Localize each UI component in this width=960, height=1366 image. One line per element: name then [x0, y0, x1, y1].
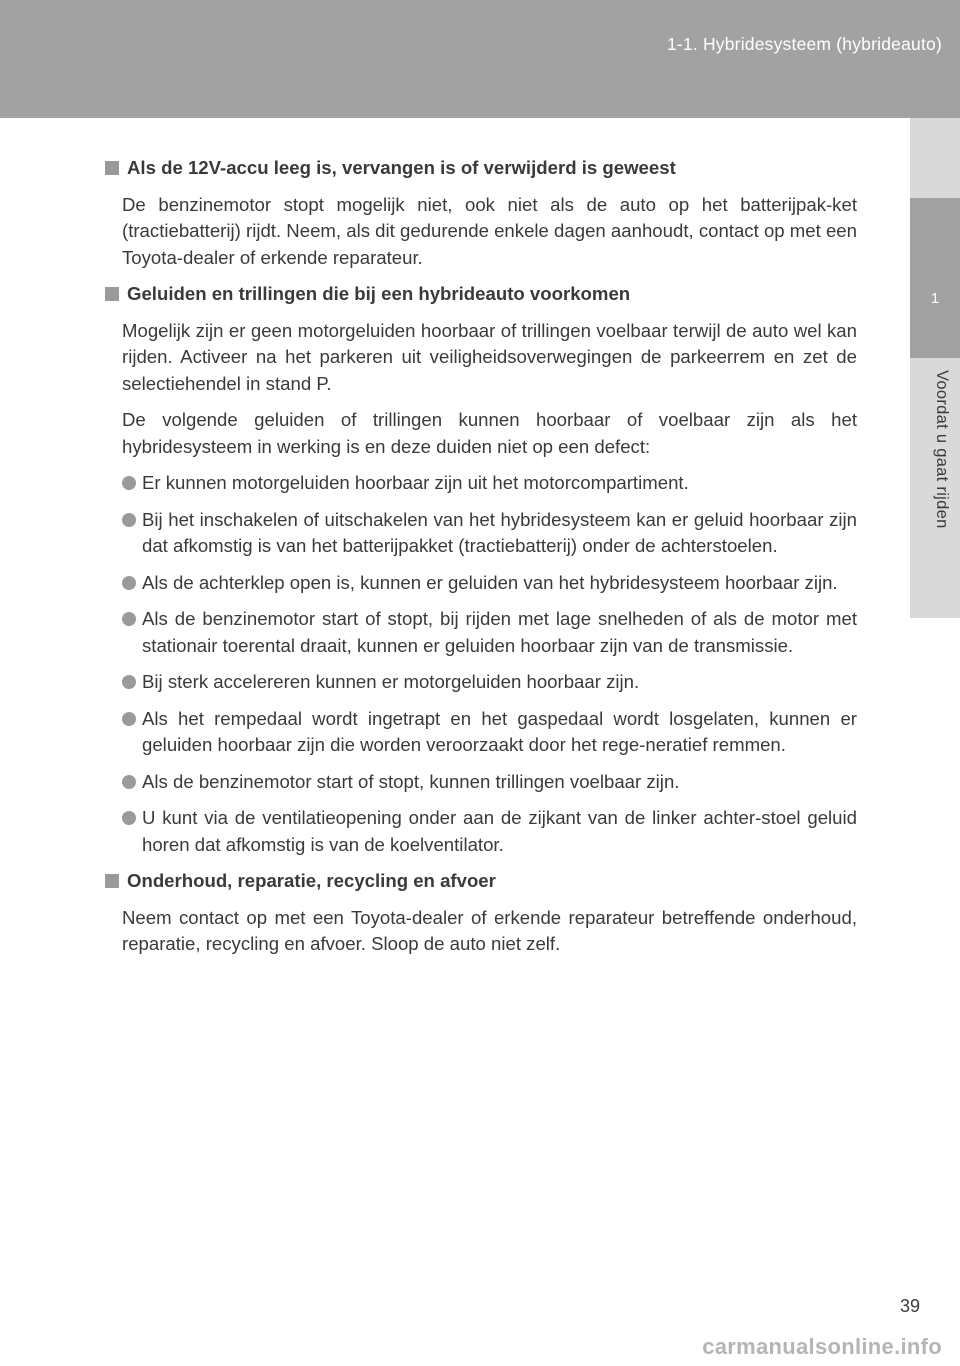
list-item-text: Bij het inschakelen of uitschakelen van het hybridesysteem kan er geluid hoorbaar zijn dat afkomstig is van het batterijpakket (tractiebatterij) onder de achterstoelen.	[142, 508, 857, 556]
list-item	[122, 570, 857, 597]
list-item	[122, 470, 857, 497]
section-title: 1-1. Hybridesysteem (hybrideauto)	[666, 34, 942, 54]
paragraph: De benzinemotor stopt mogelijk niet, ook niet als de auto op het batterijpak-ket (tractiebatterij) rijdt. Neem, als dit gedurende enkele dagen aanhoudt, contact op met een Toyota-dealer of erkende reparateur.	[122, 193, 857, 268]
paragraph: Neem contact op met een Toyota-dealer of erkende reparateur betreffende onderhoud, reparatie, recycling en afvoer. Sloop de auto niet zelf.	[122, 906, 857, 954]
list-item-text: Als de achterklep open is, kunnen er geluiden van het hybridesysteem hoorbaar zijn.	[142, 571, 838, 593]
circle-bullet-icon	[122, 775, 136, 789]
page-number: 39	[899, 1296, 920, 1316]
circle-bullet-icon	[122, 675, 136, 689]
heading-text: Onderhoud, reparatie, recycling en afvoer	[127, 870, 496, 891]
circle-bullet-icon	[122, 612, 136, 626]
section-heading	[105, 281, 857, 308]
circle-bullet-icon	[122, 811, 136, 825]
square-bullet-icon	[105, 874, 119, 888]
list-item-text: Er kunnen motorgeluiden hoorbaar zijn uit het motorcompartiment.	[142, 472, 689, 493]
paragraph: De volgende geluiden of trillingen kunnen hoorbaar of voelbaar zijn als het hybridesysteem in werking is en deze duiden niet op een defect:	[122, 409, 857, 457]
heading-text: Als de 12V-accu leeg is, vervangen is of verwijderd is geweest	[127, 157, 676, 178]
list-item	[122, 669, 857, 696]
circle-bullet-icon	[122, 513, 136, 527]
page-header	[0, 0, 960, 118]
circle-bullet-icon	[122, 712, 136, 726]
list-item-text: Bij sterk accelereren kunnen er motorgeluiden hoorbaar zijn.	[142, 671, 640, 692]
list-item	[122, 507, 857, 560]
side-strip	[910, 118, 960, 618]
section-heading	[105, 868, 857, 895]
heading-text: Geluiden en trillingen die bij een hybrideauto voorkomen	[127, 283, 631, 304]
square-bullet-icon	[105, 161, 119, 175]
section-heading	[105, 155, 857, 182]
list-item	[122, 769, 857, 796]
circle-bullet-icon	[122, 476, 136, 490]
chapter-tab	[910, 198, 960, 358]
page-content	[105, 155, 857, 968]
list-item-text: Als het rempedaal wordt ingetrapt en het gaspedaal wordt losgelaten, kunnen er geluiden hoorbaar zijn die worden veroorzaakt door het rege-neratief remmen.	[142, 707, 857, 755]
chapter-number: 1	[930, 290, 940, 307]
list-item	[122, 805, 857, 858]
list-item	[122, 606, 857, 659]
list-item-text: Als de benzinemotor start of stopt, bij rijden met lage snelheden of als de motor met stationair toerental draait, kunnen er geluiden hoorbaar zijn van de transmissie.	[142, 608, 857, 656]
list-item	[122, 706, 857, 759]
square-bullet-icon	[105, 287, 119, 301]
paragraph: Mogelijk zijn er geen motorgeluiden hoorbaar of trillingen voelbaar terwijl de auto wel kan rijden. Activeer na het parkeren uit veiligheidsoverwegingen de parkeerrem en zet de selectiehendel in stand P.	[122, 319, 857, 394]
watermark: carmanualsonline.info	[702, 1334, 942, 1359]
list-item-text: U kunt via de ventilatieopening onder aan de zijkant van de linker achter-stoel geluid horen dat afkomstig is van de koelventilator.	[142, 807, 857, 855]
circle-bullet-icon	[122, 576, 136, 590]
chapter-label: Voordat u gaat rijden	[933, 370, 951, 529]
list-item-text: Als de benzinemotor start of stopt, kunnen trillingen voelbaar zijn.	[142, 770, 680, 792]
